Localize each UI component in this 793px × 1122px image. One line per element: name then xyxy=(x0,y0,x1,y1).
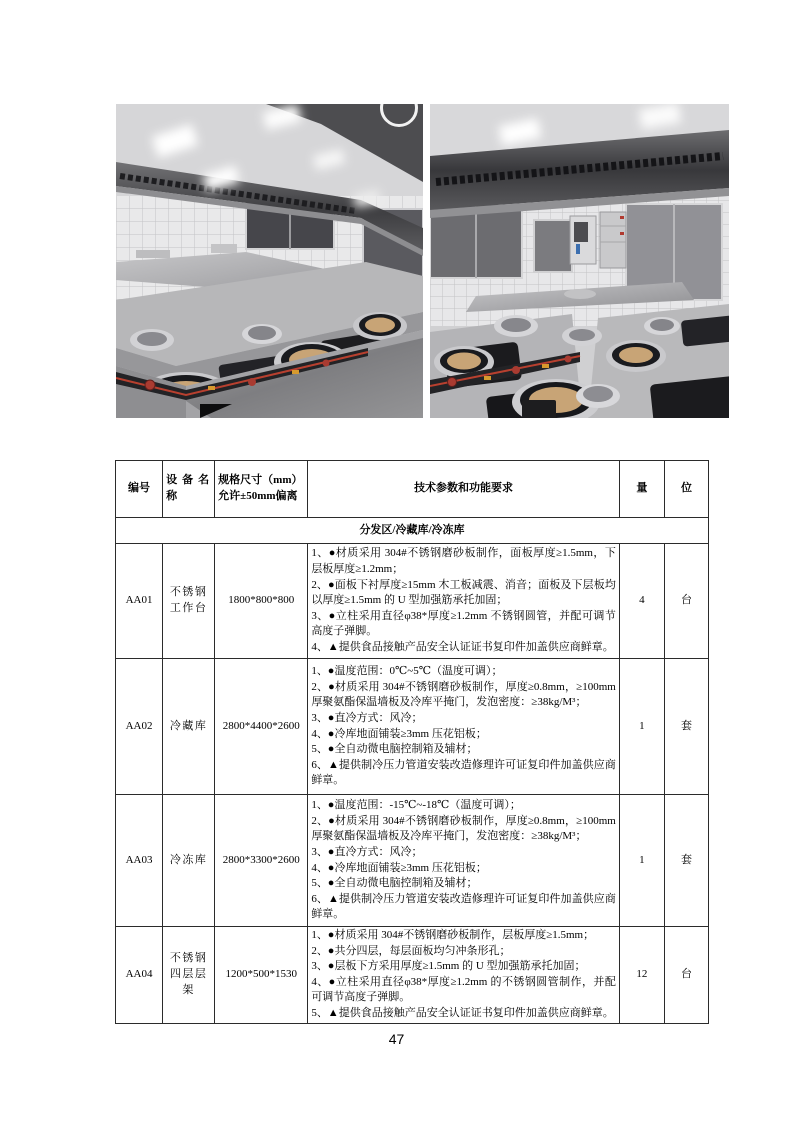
header-code: 编号 xyxy=(116,461,163,518)
equip-specs xyxy=(308,659,620,795)
equip-specs xyxy=(308,544,620,659)
equip-unit: 套 xyxy=(664,795,708,927)
section-row xyxy=(116,518,709,544)
equip-code: AA01 xyxy=(116,544,163,659)
spec-line: 6、▲提供制冷压力管道安装改造修理许可证复印件加盖供应商鲜章。 xyxy=(311,758,616,787)
table-header-row xyxy=(116,461,709,518)
table-row-aa02 xyxy=(116,659,709,795)
spec-line: 5、●全自动微电脑控制箱及辅材； xyxy=(311,743,478,756)
equip-size: 2800*3300*2600 xyxy=(215,795,308,927)
equip-unit: 台 xyxy=(664,544,708,659)
equip-qty: 4 xyxy=(619,544,664,659)
equip-code: AA04 xyxy=(116,927,163,1024)
spec-line: 4、●冷库地面铺装≥3mm 压花铝板； xyxy=(311,727,487,740)
spec-line: 5、●全自动微电脑控制箱及辅材； xyxy=(311,877,478,890)
spec-line: 2、●共分四层，每层面板均匀冲条形孔； xyxy=(311,944,511,957)
spec-line: 6、▲提供制冷压力管道安装改造修理许可证复印件加盖供应商鲜章。 xyxy=(311,892,616,921)
spec-line: 3、●直冷方式：风冷； xyxy=(311,711,423,724)
spec-line: 4、●冷库地面铺装≥3mm 压花铝板； xyxy=(311,861,487,874)
table-row-aa03 xyxy=(116,795,709,927)
header-name: 设备名称 xyxy=(163,461,215,518)
header-unit: 位 xyxy=(664,461,708,518)
equip-name: 冷藏库 xyxy=(163,659,215,795)
spec-line: 1、●材质采用 304#不锈钢磨砂板制作，面板厚度≥1.5mm，下层板厚度≥1.2mm； xyxy=(311,547,616,575)
spec-line: 1、●材质采用 304#不锈钢磨砂板制作，层板厚度≥1.5mm； xyxy=(311,929,595,941)
equip-name: 不锈钢四层层架 xyxy=(163,927,215,1024)
kitchen-render-left xyxy=(116,104,423,418)
header-qty: 量 xyxy=(619,461,664,518)
header-specs: 技术参数和功能要求 xyxy=(308,461,620,518)
equipment-spec-table xyxy=(115,460,709,1024)
equip-specs xyxy=(308,927,620,1024)
equip-name: 不锈钢工作台 xyxy=(163,544,215,659)
equip-qty: 12 xyxy=(619,927,664,1024)
section-title: 分发区/冷藏库/冷冻库 xyxy=(116,518,709,544)
equip-size: 1800*800*800 xyxy=(215,544,308,659)
spec-line: 4、▲提供食品接触产品安全认证证书复印件加盖供应商鲜章。 xyxy=(311,641,614,654)
spec-line: 1、●温度范围：0℃~5℃（温度可调）； xyxy=(311,665,503,678)
equip-specs xyxy=(308,795,620,927)
spec-line: 4、●立柱采用直径φ38*厚度≥1.2mm 的不锈钢圆管制作，并配可调节高度子弹脚。 xyxy=(311,975,616,1004)
table-row-aa01 xyxy=(116,544,709,659)
equip-code: AA02 xyxy=(116,659,163,795)
spec-line: 3、●直冷方式：风冷； xyxy=(311,845,423,858)
kitchen-render-right-scene xyxy=(430,104,729,418)
equip-size: 2800*4400*2600 xyxy=(215,659,308,795)
equip-qty: 1 xyxy=(619,659,664,795)
figure-strip xyxy=(116,104,729,418)
wok-burner xyxy=(606,340,666,372)
spec-line: 3、●立柱采用直径φ38*厚度≥1.2mm 不锈钢圆管，并配可调节高度子弹脚。 xyxy=(311,609,616,638)
header-size: 规格尺寸（mm）允许±50mm偏离 xyxy=(215,461,308,518)
spec-line: 2、●面板下衬厚度≥15mm 木工板减震、消音；面板及下层板均以厚度≥1.5mm 的 U 型加强筋承托加固； xyxy=(311,578,616,607)
equip-code: AA03 xyxy=(116,795,163,927)
equip-qty: 1 xyxy=(619,795,664,927)
spec-line: 2、●材质采用 304#不锈钢磨砂板制作，厚度≥0.8mm，≥100mm 厚聚氨酯保温墙板及冷库平掩门，发泡密度：≥38kg/M³； xyxy=(311,814,616,843)
equip-name: 冷冻库 xyxy=(163,795,215,927)
equip-size: 1200*500*1530 xyxy=(215,927,308,1024)
kitchen-render-left-scene xyxy=(116,104,423,418)
spec-line: 1、●温度范围：-15℃~-18℃（温度可调）； xyxy=(311,799,521,812)
table-row-aa04 xyxy=(116,927,709,1024)
stove-door xyxy=(522,400,556,418)
equip-unit: 套 xyxy=(664,659,708,795)
kitchen-render-right xyxy=(430,104,729,418)
spec-line: 5、▲提供食品接触产品安全认证证书复印件加盖供应商鲜章。 xyxy=(311,1007,614,1020)
spec-line: 3、●层板下方采用厚度≥1.5mm 的 U 型加强筋承托加固； xyxy=(311,960,586,973)
equip-unit: 台 xyxy=(664,927,708,1024)
spec-line: 2、●材质采用 304#不锈钢磨砂板制作，厚度≥0.8mm，≥100mm 厚聚氨酯保温墙板及冷库平掩门，发泡密度：≥38kg/M³； xyxy=(311,680,616,709)
page-number: 47 xyxy=(388,1031,405,1047)
